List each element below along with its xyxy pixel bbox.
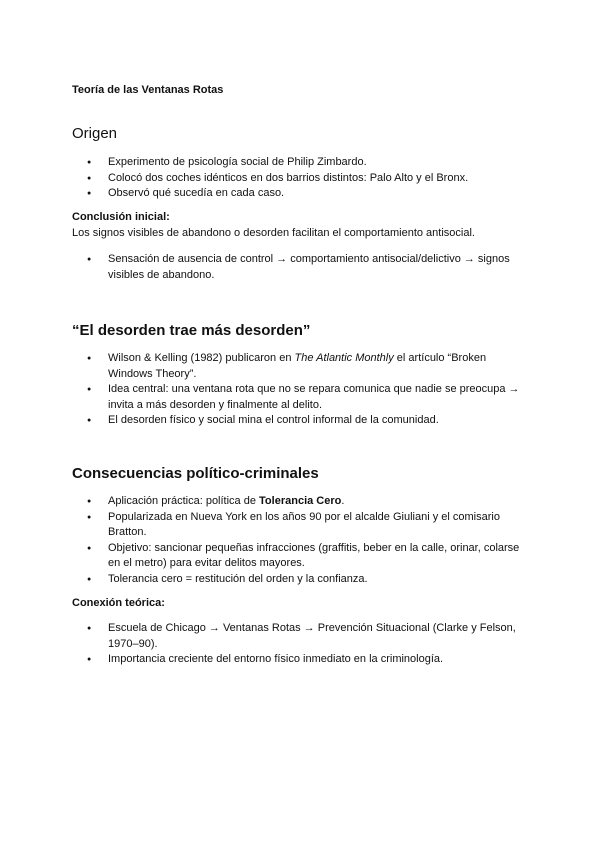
list-item: ● Sensación de ausencia de control → comportamiento antisocial/delictivo → signos visibles de abandono.: [72, 252, 532, 283]
list-item: ● Escuela de Chicago → Ventanas Rotas → Prevención Situacional (Clarke y Felson, 1970–90).: [72, 621, 532, 652]
list-item: ● Observó qué sucedía en cada caso.: [72, 186, 532, 202]
conexion-list: [72, 621, 532, 668]
desorden-list: [72, 351, 532, 429]
list-item: [72, 494, 532, 510]
list-item: ● Importancia creciente del entorno físico inmediato en la criminología.: [72, 652, 532, 668]
item-text: el artículo “Broken Windows Theory”.: [108, 352, 487, 380]
consecuencias-list: [72, 494, 532, 587]
section-heading-desorden: “El desorden trae más desorden”: [72, 322, 311, 339]
section-heading-consecuencias: Consecuencias político-criminales: [72, 465, 319, 482]
list-item: ● Experimento de psicología social de Philip Zimbardo.: [72, 155, 532, 171]
cycle-list: [72, 252, 532, 283]
list-item: ● El desorden físico y social mina el control informal de la comunidad.: [72, 413, 532, 429]
item-text: .: [341, 495, 345, 507]
policy-name: Tolerancia Cero: [259, 495, 342, 507]
origen-list: [72, 155, 532, 202]
conclusion-text: Los signos visibles de abandono o desorden facilitan el comportamiento antisocial.: [72, 227, 475, 239]
conclusion-label: Conclusión inicial:: [72, 211, 170, 223]
list-item: ● Popularizada en Nueva York en los años 90 por el alcalde Giuliani y el comisario Bratton.: [72, 510, 532, 541]
list-item: ● Colocó dos coches idénticos en dos barrios distintos: Palo Alto y el Bronx.: [72, 171, 532, 187]
publication-name: The Atlantic Monthly: [294, 352, 394, 364]
list-item: ● Idea central: una ventana rota que no se repara comunica que nadie se preocupa → invita a más desorden y finalmente al delito.: [72, 382, 532, 413]
item-text: Aplicación práctica: política de: [108, 495, 260, 507]
list-item: [72, 351, 532, 382]
item-text: Wilson & Kelling (1982) publicaron en: [108, 352, 295, 364]
conexion-label: Conexión teórica:: [72, 597, 165, 609]
document-title: Teoría de las Ventanas Rotas: [72, 84, 224, 96]
list-item: ● Tolerancia cero = restitución del orden y la confianza.: [72, 572, 532, 588]
list-item: ● Objetivo: sancionar pequeñas infracciones (graffitis, beber en la calle, orinar, colarse en el metro) para evitar delitos mayores.: [72, 541, 532, 572]
section-heading-origen: Origen: [72, 125, 118, 142]
